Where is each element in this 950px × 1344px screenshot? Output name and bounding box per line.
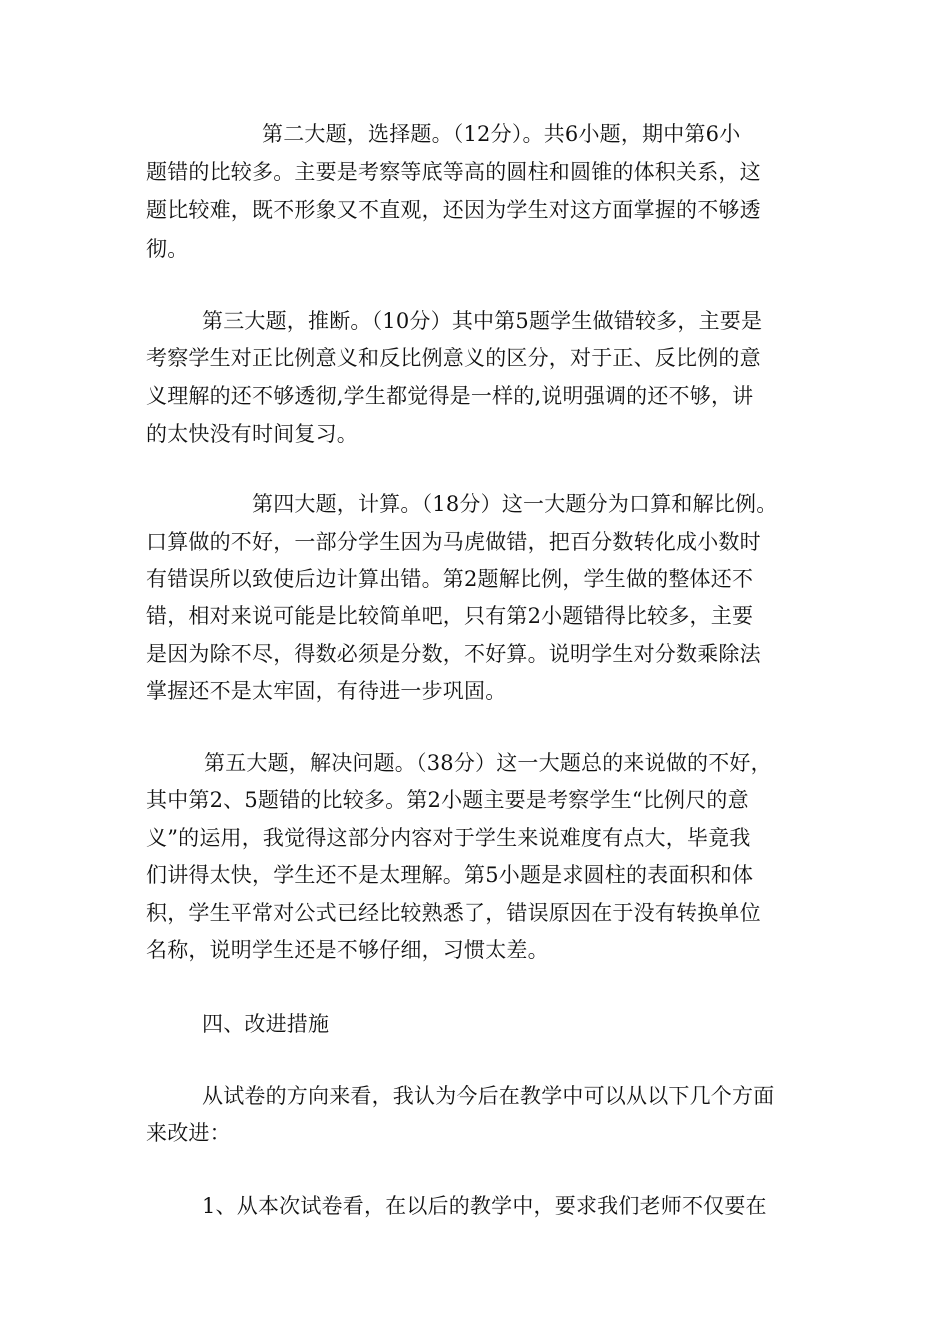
paragraph-line: 是因为除不尽，得数必须是分数，不好算。说明学生对分数乘除法 — [146, 642, 761, 666]
paragraph-line: 错，相对来说可能是比较简单吧，只有第2小题错得比较多，主要 — [146, 604, 754, 628]
paragraph-line: 第二大题，选择题。（12分）。共6小题，期中第6小 — [262, 122, 741, 146]
paragraph-line: 义理解的还不够透彻,学生都觉得是一样的,说明强调的还不够，讲 — [146, 384, 754, 408]
paragraph-line: 有错误所以致使后边计算出错。第2题解比例，学生做的整体还不 — [146, 567, 754, 591]
paragraph-line: 题错的比较多。主要是考察等底等高的圆柱和圆锥的体积关系，这 — [146, 160, 761, 184]
paragraph-line: 名称，说明学生还是不够仔细，习惯太差。 — [146, 938, 549, 962]
paragraph-line: 的太快没有时间复习。 — [146, 422, 358, 446]
paragraph-line: 题比较难，既不形象又不直观，还因为学生对这方面掌握的不够透 — [146, 198, 761, 222]
paragraph-line: 考察学生对正比例意义和反比例意义的区分，对于正、反比例的意 — [146, 346, 761, 370]
paragraph-line: 们讲得太快，学生还不是太理解。第5小题是求圆柱的表面积和体 — [146, 863, 754, 887]
paragraph-line: 义”的运用，我觉得这部分内容对于学生来说难度有点大，毕竟我 — [146, 826, 751, 850]
paragraph-line: 第三大题，推断。（10分）其中第5题学生做错较多，主要是 — [202, 309, 763, 333]
paragraph-line: 第五大题，解决问题。（38分）这一大题总的来说做的不好， — [204, 751, 772, 775]
paragraph-line: 第四大题，计算。（18分）这一大题分为口算和解比例。 — [252, 492, 778, 516]
paragraph-line: 积，学生平常对公式已经比较熟悉了，错误原因在于没有转换单位 — [146, 901, 761, 925]
paragraph-line: 来改进： — [146, 1121, 231, 1145]
paragraph-line: 口算做的不好，一部分学生因为马虎做错，把百分数转化成小数时 — [146, 530, 761, 554]
paragraph-line: 掌握还不是太牢固，有待进一步巩固。 — [146, 679, 507, 703]
paragraph-line: 1、从本次试卷看，在以后的教学中，要求我们老师不仅要在 — [202, 1194, 767, 1218]
paragraph-line: 从试卷的方向来看，我认为今后在教学中可以从以下几个方面 — [202, 1084, 775, 1108]
paragraph-line: 其中第2、5题错的比较多。第2小题主要是考察学生“比例尺的意 — [146, 788, 749, 812]
paragraph-line: 彻。 — [146, 237, 189, 261]
section-heading: 四、改进措施 — [202, 1012, 330, 1036]
